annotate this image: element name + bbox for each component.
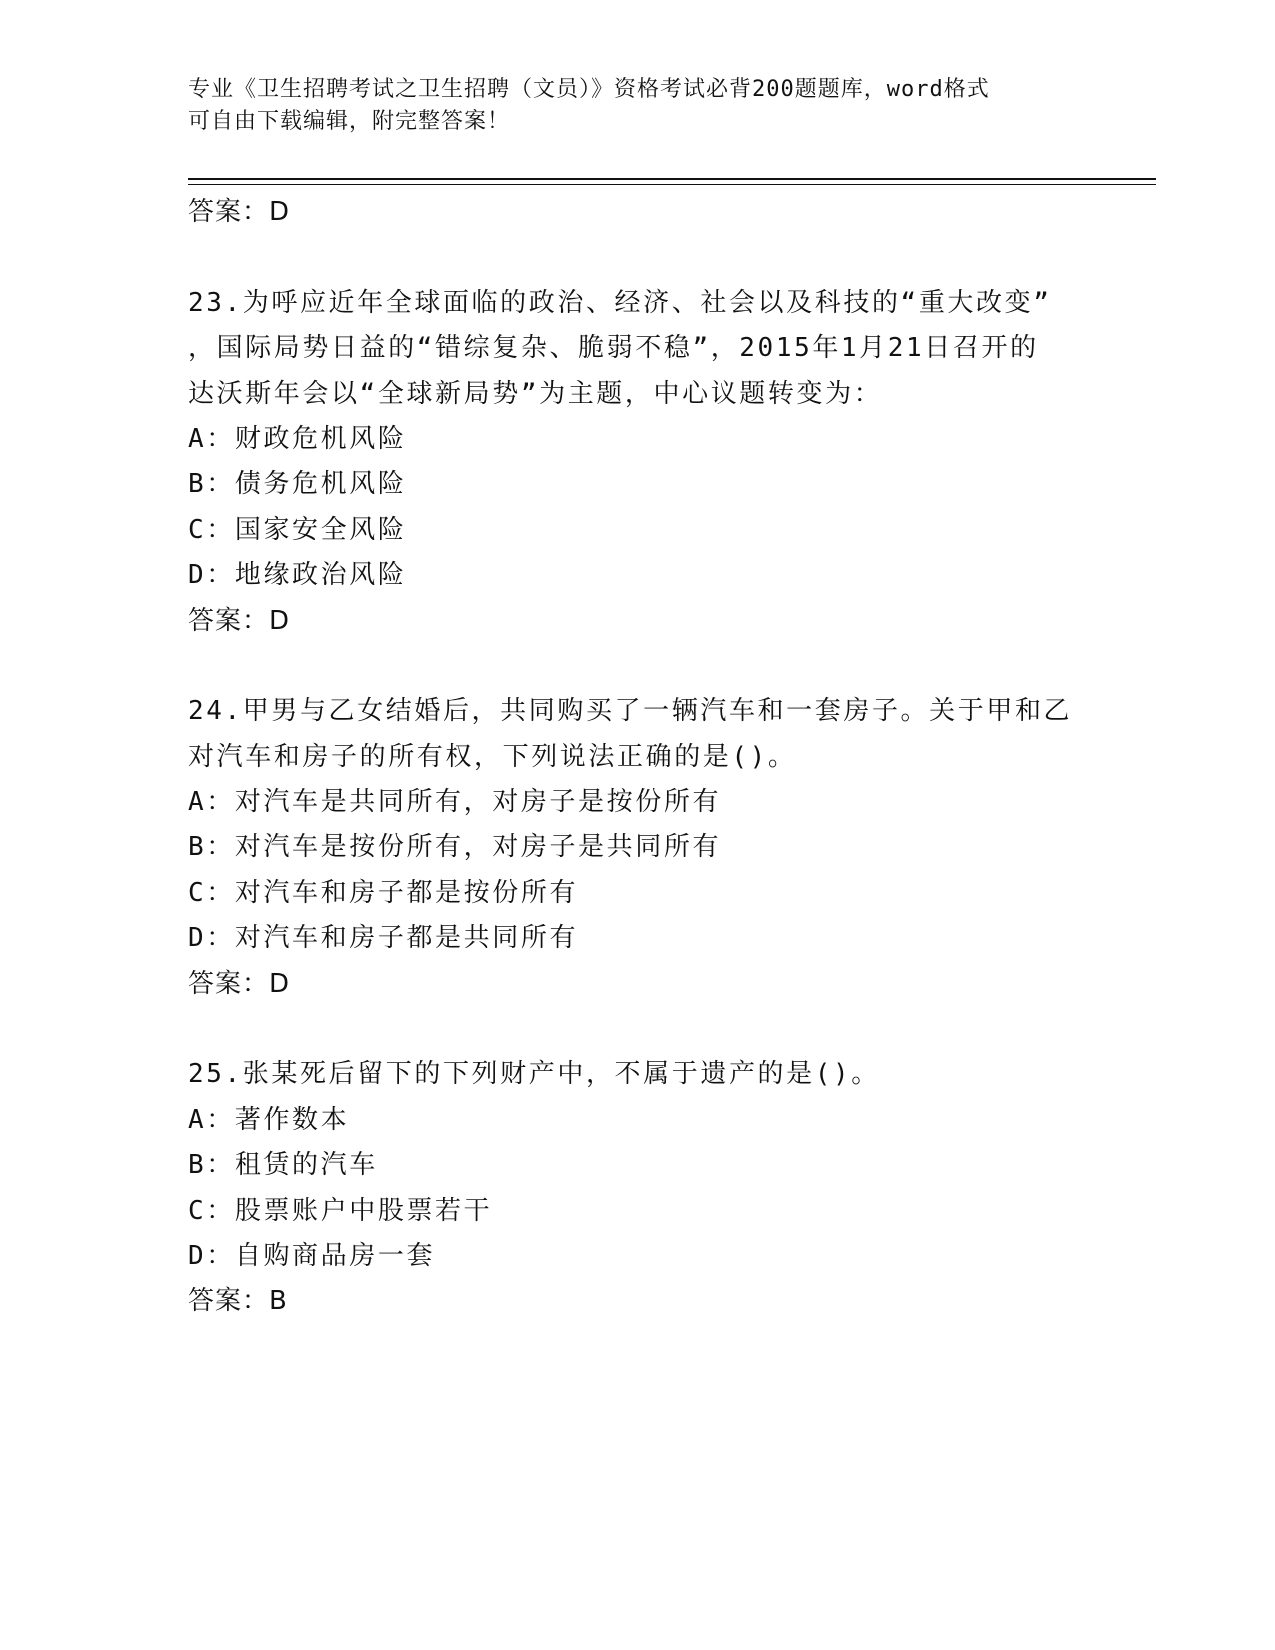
option-b: B：债务危机风险 bbox=[188, 469, 407, 500]
question-answer: 答案：D bbox=[188, 968, 291, 999]
option-c: C：股票账户中股票若干 bbox=[188, 1195, 493, 1226]
question-stem-line: ，国际局势日益的“错综复杂、脆弱不稳”，2015年1月21日召开的 bbox=[188, 333, 1039, 364]
question-23 bbox=[188, 281, 1128, 644]
header-title-line-2: 可自由下载编辑，附完整答案！ bbox=[188, 109, 511, 134]
option-a: A：著作数本 bbox=[188, 1104, 350, 1135]
option-d: D：对汽车和房子都是共同所有 bbox=[188, 923, 579, 954]
option-d: D：地缘政治风险 bbox=[188, 560, 407, 591]
spacer bbox=[188, 235, 1128, 280]
document-header bbox=[188, 74, 1088, 138]
question-stem-line: 25.张某死后留下的下列财产中，不属于遗产的是()。 bbox=[188, 1059, 880, 1090]
previous-answer: 答案：D bbox=[188, 197, 291, 227]
option-b: B：租赁的汽车 bbox=[188, 1150, 378, 1181]
header-divider-thin bbox=[188, 184, 1156, 185]
question-stem-line: 对汽车和房子的所有权，下列说法正确的是()。 bbox=[188, 741, 797, 772]
option-a: A：对汽车是共同所有，对房子是按份所有 bbox=[188, 787, 722, 818]
document-body bbox=[188, 190, 1128, 1325]
header-divider-thick bbox=[188, 178, 1156, 180]
option-c: C：对汽车和房子都是按份所有 bbox=[188, 877, 579, 908]
option-c: C：国家安全风险 bbox=[188, 514, 407, 545]
question-stem-line: 23.为呼应近年全球面临的政治、经济、社会以及科技的“重大改变” bbox=[188, 287, 1052, 318]
question-answer: 答案：B bbox=[188, 1286, 288, 1317]
question-stem-line: 24.甲男与乙女结婚后，共同购买了一辆汽车和一套房子。关于甲和乙 bbox=[188, 696, 1073, 727]
header-title-line-1: 专业《卫生招聘考试之卫生招聘（文员）》资格考试必背200题题库，word格式 bbox=[188, 77, 990, 102]
question-24 bbox=[188, 689, 1128, 1007]
question-25 bbox=[188, 1052, 1128, 1324]
option-b: B：对汽车是按份所有，对房子是共同所有 bbox=[188, 832, 722, 863]
question-answer: 答案：D bbox=[188, 605, 291, 636]
spacer bbox=[188, 1007, 1128, 1052]
option-a: A：财政危机风险 bbox=[188, 423, 407, 454]
question-stem-line: 达沃斯年会以“全球新局势”为主题，中心议题转变为： bbox=[188, 378, 883, 409]
option-d: D：自购商品房一套 bbox=[188, 1240, 436, 1271]
spacer bbox=[188, 644, 1128, 689]
